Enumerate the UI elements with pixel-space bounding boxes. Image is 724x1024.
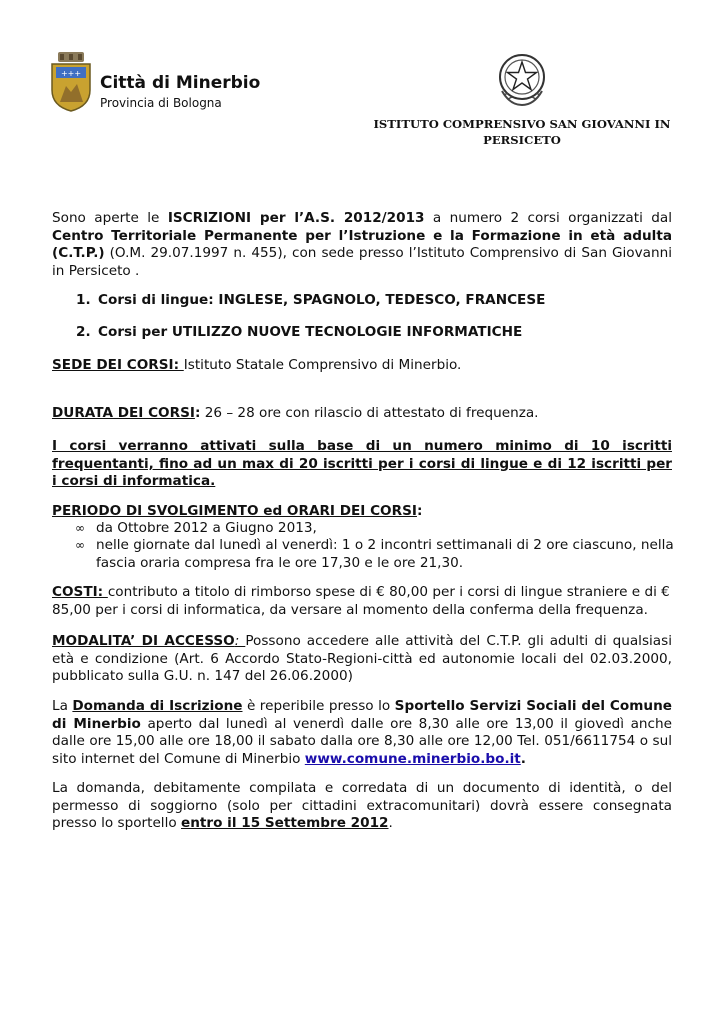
course-item-1: 1. Corsi di lingue: INGLESE, SPAGNOLO, TEDESCO, FRANCESE <box>76 292 546 308</box>
periodo-item-2: ∞ nelle giornate dal lunedì al venerdì: 1 o 2 incontri settimanali di 2 ore ciascuno, nella fascia oraria compresa fra le ore 17,30 e le ore 21,30. <box>75 537 674 571</box>
republic-emblem-icon <box>496 51 548 107</box>
city-crest-icon <box>50 52 92 112</box>
intro-paragraph: Sono aperte le ISCRIZIONI per l’A.S. 2012/2013 a numero 2 corsi organizzati dal Centro Territoriale Permanente per l’Istruzione e la Formazione in età adulta (C.T.P.) (O.M. 29.07.1997 n. 455), con sede presso l’Istituto Comprensivo di San Giovanni in Persiceto . <box>52 210 672 279</box>
institute-name: ISTITUTO COMPRENSIVO SAN GIOVANNI IN PERSICETO <box>373 117 671 147</box>
city-name: Città di Minerbio <box>100 73 261 93</box>
domanda-paragraph: La Domanda di Iscrizione è reperibile presso lo Sportello Servizi Sociali del Comune di Minerbio aperto dal lunedì al venerdì dalle ore 8,30 alle ore 13,00 il giovedì anche dalle ore 15,00 alle ore 18,00 il sabato dalla ore 8,30 alle ore 12,00 Tel. 051/6611754 o sul sito internet del Comune di Minerbio www.comune.minerbio.bo.it. <box>52 698 672 767</box>
activation-note: I corsi verranno attivati sulla base di un numero minimo di 10 iscritti frequentanti, fino ad un max di 20 iscritti per i corsi di lingue e di 12 iscritti per i corsi di informatica. <box>52 438 672 490</box>
modalita-paragraph: MODALITA’ DI ACCESSO: Possono accedere alle attività del C.T.P. gli adulti di qualsiasi età e condizione (Art. 6 Accordo Stato-Regioni-città ed autonomie locali del 02.03.2000, pubblicato sulla G.U. n. 147 del 26.06.2000) <box>52 633 672 685</box>
infinity-bullet-icon: ∞ <box>75 538 85 552</box>
consegna-paragraph: La domanda, debitamente compilata e corredata di un documento di identità, o del permesso di soggiorno (solo per cittadini extracomunitari) dovrà essere consegnata presso lo sportello entro il 15 Settembre 2012. <box>52 780 672 832</box>
province-name: Provincia di Bologna <box>100 96 222 110</box>
durata-line: DURATA DEI CORSI: 26 – 28 ore con rilascio di attestato di frequenza. <box>52 405 539 421</box>
infinity-bullet-icon: ∞ <box>75 521 85 535</box>
course-item-2: 2. Corsi per UTILIZZO NUOVE TECNOLOGIE INFORMATICHE <box>76 324 523 340</box>
periodo-heading: PERIODO DI SVOLGIMENTO ed ORARI DEI CORSI: <box>52 503 423 519</box>
comune-website-link[interactable]: www.comune.minerbio.bo.it <box>304 750 521 767</box>
svg-text:+++: +++ <box>60 69 82 78</box>
sede-line: SEDE DEI CORSI: Istituto Statale Comprensivo di Minerbio. <box>52 357 462 373</box>
costi-paragraph: COSTI: contributo a titolo di rimborso spese di € 80,00 per i corsi di lingue straniere e di € 85,00 per i corsi di informatica, da versare al momento della conferma della frequenza. <box>52 584 670 618</box>
periodo-item-1: ∞ da Ottobre 2012 a Giugno 2013, <box>75 520 317 536</box>
